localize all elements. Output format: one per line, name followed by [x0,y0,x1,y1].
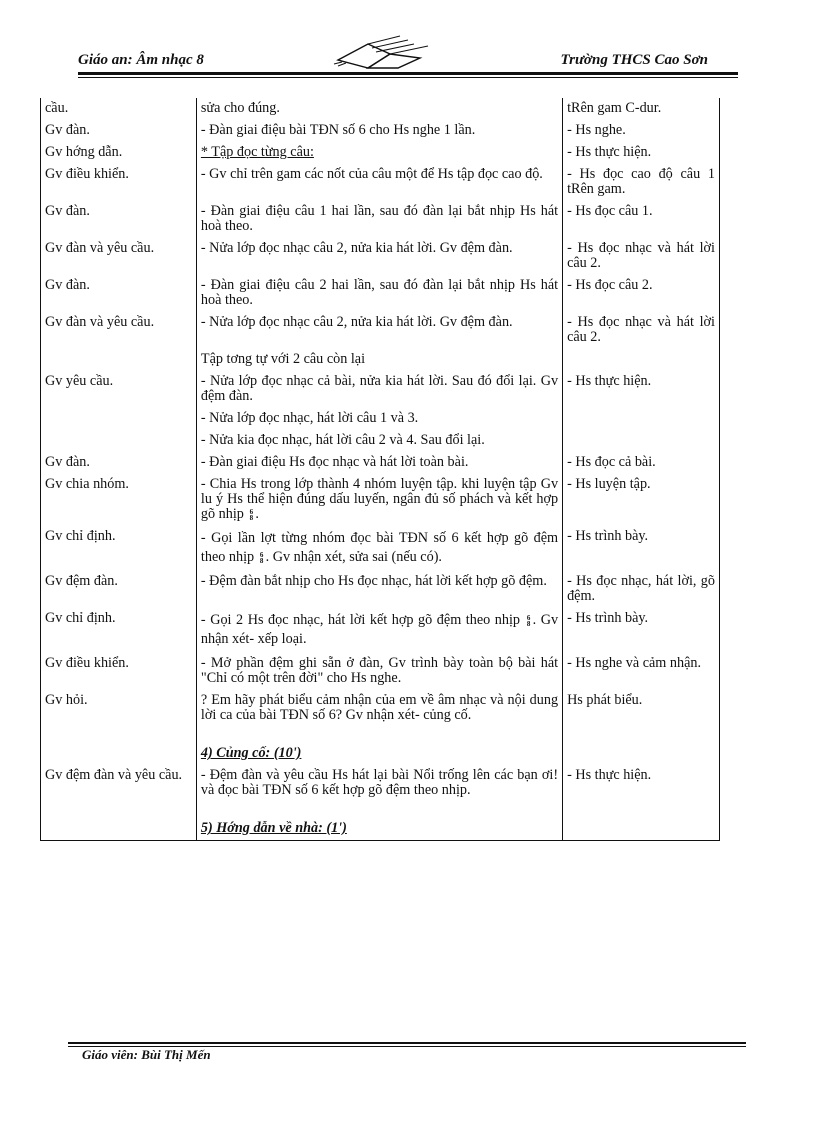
page-footer [68,1042,748,1066]
lesson-table [40,98,720,841]
teacher-activity [41,408,197,430]
content-text-end: . Gv nhận xét- xếp loại. [200,612,559,647]
table-row [41,743,720,765]
table-row [41,275,720,312]
teacher-activity [41,349,197,371]
student-activity: - Hs trình bày. [563,608,720,653]
content-text-end: . [255,506,259,522]
teacher-activity: Gv điều khiển. [41,653,197,690]
lesson-content: - Đàn giai điệu bài TĐN số 6 cho Hs nghe 1 lần. [196,120,562,142]
teacher-activity: Gv chỉ định. [41,526,197,571]
teacher-activity: Gv yêu cầu. [41,371,197,408]
header-school: Trường THCS Cao Sơn [560,52,708,68]
table-row [41,690,720,743]
lesson-content: - Gv chỉ trên gam các nốt của câu một để Hs tập đọc cao độ. [196,164,562,201]
content-text: - Gọi lần lợt từng nhóm đọc bài TĐN số 6 kết hợp gõ đệm theo nhịp [200,530,559,565]
meter-top: 6 [526,613,531,622]
teacher-activity: Gv chỉ định. [41,608,197,653]
teacher-activity: Gv đệm đàn và yêu cầu. [41,765,197,818]
teacher-activity: Gv đàn. [41,452,197,474]
content-text: ? Em hãy phát biểu cảm nhận của em về âm nhạc và nội dung lời ca của bài TĐN số 6? Gv nhận xét- củng cố. [200,692,559,723]
table-row [41,201,720,238]
student-activity: - Hs nghe và cảm nhận. [563,653,720,690]
lesson-content [196,608,562,653]
header-rule [78,72,738,75]
student-activity: - Hs nghe. [563,120,720,142]
student-activity [563,430,720,452]
table-row [41,653,720,690]
lesson-content: - Nửa lớp đọc nhạc cả bài, nửa kia hát lời. Sau đó đổi lại. Gv đệm đàn. [196,371,562,408]
student-activity: tRên gam C-dur. [563,98,720,120]
student-activity: - Hs đọc cao độ câu 1 tRên gam. [563,164,720,201]
time-signature-icon [258,552,266,564]
lesson-content [196,765,562,818]
teacher-activity: Gv đàn. [41,275,197,312]
section-heading: * Tập đọc từng câu: [200,144,314,160]
student-activity: Hs phát biểu. [563,690,720,743]
footer-rule [68,1042,746,1044]
open-book-logo-icon [328,34,438,70]
student-activity: - Hs luyện tập. [563,474,720,526]
meter-bottom: 8 [259,556,264,565]
section-heading-consolidation: 4) Củng cố: (10') [200,745,302,761]
teacher-activity: Gv đàn và yêu cầu. [41,312,197,349]
header-subject: Giáo an: Âm nhạc 8 [78,52,204,68]
footer-teacher: Giáo viên: Bùi Thị Mến [82,1047,211,1062]
lesson-content: - Nửa lớp đọc nhạc câu 2, nửa kia hát lời. Gv đệm đàn. [196,312,562,349]
lesson-content [196,142,562,164]
meter-top: 6 [249,507,254,516]
student-activity: - Hs đọc nhạc và hát lời câu 2. [563,312,720,349]
table-row [41,474,720,526]
table-row [41,452,720,474]
student-activity: - Hs thực hiện. [563,371,720,408]
lesson-content: - Nửa kia đọc nhạc, hát lời câu 2 và 4. Sau đổi lại. [196,430,562,452]
table-row [41,238,720,275]
time-signature-icon [525,615,533,627]
teacher-activity [41,743,197,765]
lesson-content: - Đàn giai điệu Hs đọc nhạc và hát lời toàn bài. [196,452,562,474]
teacher-activity: Gv đàn. [41,120,197,142]
lesson-content: - Đàn giai điệu câu 1 hai lần, sau đó đàn lại bắt nhịp Hs hát hoà theo. [196,201,562,238]
teacher-activity: cầu. [41,98,197,120]
lesson-content [196,743,562,765]
table-row [41,98,720,120]
spacer [201,798,558,814]
teacher-activity [41,818,197,841]
table-row [41,312,720,349]
meter-bottom: 8 [526,619,531,628]
section-heading-homework: 5) Hớng dẫn về nhà: (1') [200,820,347,836]
student-activity: - Hs đọc câu 2. [563,275,720,312]
page-header [78,48,738,82]
meter-top: 6 [259,550,264,559]
table-row [41,608,720,653]
student-activity: - Hs thực hiện. [563,765,720,818]
table-row [41,408,720,430]
lesson-content [196,474,562,526]
table-row [41,765,720,818]
header-rule-thin [78,77,738,78]
lesson-content: - Nửa lớp đọc nhạc, hát lời câu 1 và 3. [196,408,562,430]
table-row [41,349,720,371]
table-row [41,371,720,408]
lesson-content [196,526,562,571]
teacher-activity: Gv đàn. [41,201,197,238]
lesson-content: - Nửa lớp đọc nhạc câu 2, nửa kia hát lời. Gv đệm đàn. [196,238,562,275]
spacer [201,723,558,739]
teacher-activity [41,430,197,452]
student-activity: - Hs đọc nhạc, hát lời, gõ đệm. [563,571,720,608]
lesson-content: - Mở phần đệm ghi sẵn ở đàn, Gv trình bày toàn bộ bài hát "Chỉ có một trên đời" cho Hs nghe. [196,653,562,690]
meter-bottom: 8 [249,513,254,522]
teacher-activity: Gv đàn và yêu cầu. [41,238,197,275]
student-activity: - Hs đọc câu 1. [563,201,720,238]
lesson-content [196,690,562,743]
lesson-content: sửa cho đúng. [196,98,562,120]
table-row [41,120,720,142]
student-activity [563,408,720,430]
content-text-end: . Gv nhận xét, sửa sai (nếu có). [265,549,442,565]
table-row [41,142,720,164]
student-activity: - Hs thực hiện. [563,142,720,164]
lesson-content: - Đàn giai điệu câu 2 hai lần, sau đó đàn lại bắt nhịp Hs hát hoà theo. [196,275,562,312]
lesson-content: - Đệm đàn bắt nhịp cho Hs đọc nhạc, hát lời kết hợp gõ đệm. [196,571,562,608]
teacher-activity: Gv hỏi. [41,690,197,743]
teacher-activity: Gv chia nhóm. [41,474,197,526]
lesson-content: Tập tơng tự với 2 câu còn lại [196,349,562,371]
lesson-content [196,818,562,841]
student-activity [563,743,720,765]
teacher-activity: Gv đệm đàn. [41,571,197,608]
content-text: - Chia Hs trong lớp thành 4 nhóm luyện tập. khi luyện tập Gv lu ý Hs thể hiện đúng dấu luyến, ngân đủ số phách và kết hợp gõ nhịp [200,476,559,522]
table-row [41,430,720,452]
student-activity [563,818,720,841]
teacher-activity: Gv điều khiển. [41,164,197,201]
table-row [41,818,720,841]
content-text: - Gọi 2 Hs đọc nhạc, hát lời kết hợp gõ đệm theo nhịp [200,612,521,628]
student-activity: - Hs đọc nhạc và hát lời câu 2. [563,238,720,275]
table-row [41,164,720,201]
student-activity: - Hs trình bày. [563,526,720,571]
table-row [41,526,720,571]
student-activity: - Hs đọc cả bài. [563,452,720,474]
teacher-activity: Gv hớng dẫn. [41,142,197,164]
content-text: - Đệm đàn và yêu cầu Hs hát lại bài Nổi trống lên các bạn ơi! và đọc bài TĐN số 6 kết hợp gõ đệm theo nhịp. [200,767,559,798]
student-activity [563,349,720,371]
table-row [41,571,720,608]
